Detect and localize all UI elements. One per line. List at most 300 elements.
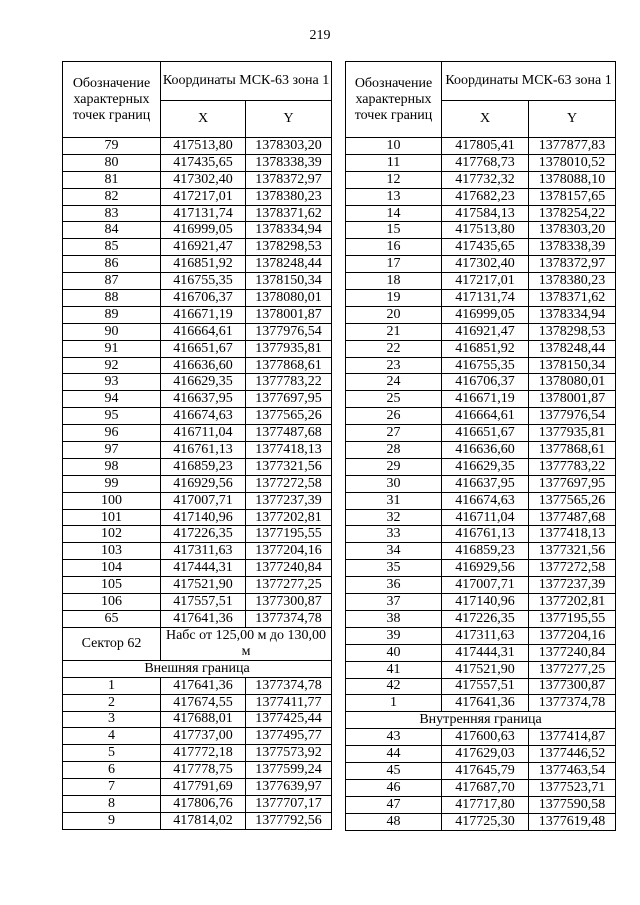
y-coordinate-cell: 1378150,34 <box>246 273 332 290</box>
y-coordinate-cell: 1377783,22 <box>246 374 332 391</box>
y-column-header: Y <box>246 101 332 138</box>
point-id-cell: 95 <box>63 408 161 425</box>
y-coordinate-cell: 1377204,16 <box>529 627 616 644</box>
point-designation-header: Обозначение характерных точек границ <box>346 62 442 138</box>
point-id-cell: 5 <box>63 745 161 762</box>
x-coordinate-cell: 417311,63 <box>161 543 246 560</box>
section-label: Внутренняя граница <box>346 712 616 729</box>
y-coordinate-cell: 1377204,16 <box>246 543 332 560</box>
table-row <box>346 306 616 323</box>
point-id-cell: 10 <box>346 138 442 155</box>
point-id-cell: 1 <box>63 677 161 694</box>
y-coordinate-cell: 1377425,44 <box>246 711 332 728</box>
x-coordinate-cell: 417641,36 <box>161 677 246 694</box>
table-row <box>346 560 616 577</box>
point-id-cell: 14 <box>346 205 442 222</box>
y-coordinate-cell: 1377240,84 <box>246 560 332 577</box>
y-coordinate-cell: 1377639,97 <box>246 779 332 796</box>
point-id-cell: 47 <box>346 796 442 813</box>
section-label: Внешняя граница <box>63 660 332 677</box>
point-id-cell: 38 <box>346 610 442 627</box>
point-id-cell: 35 <box>346 560 442 577</box>
y-coordinate-cell: 1377411,77 <box>246 694 332 711</box>
table-row <box>346 323 616 340</box>
x-coordinate-cell: 416674,63 <box>442 492 529 509</box>
y-coordinate-cell: 1378371,62 <box>246 205 332 222</box>
y-coordinate-cell: 1377599,24 <box>246 762 332 779</box>
table-row <box>63 273 332 290</box>
point-id-cell: 41 <box>346 661 442 678</box>
point-id-cell: 45 <box>346 762 442 779</box>
table-row <box>346 543 616 560</box>
table-row <box>63 256 332 273</box>
table-row <box>346 425 616 442</box>
point-id-cell: 19 <box>346 290 442 307</box>
point-id-cell: 22 <box>346 340 442 357</box>
point-id-cell: 25 <box>346 391 442 408</box>
point-id-cell: 96 <box>63 425 161 442</box>
point-id-cell: 88 <box>63 290 161 307</box>
x-coordinate-cell: 416674,63 <box>161 408 246 425</box>
x-coordinate-cell: 417444,31 <box>161 560 246 577</box>
y-coordinate-cell: 1378088,10 <box>529 171 616 188</box>
point-id-cell: 15 <box>346 222 442 239</box>
x-coordinate-cell: 417645,79 <box>442 762 529 779</box>
point-id-cell: 103 <box>63 543 161 560</box>
table-row <box>63 357 332 374</box>
x-coordinate-cell: 417674,55 <box>161 694 246 711</box>
y-coordinate-cell: 1378338,39 <box>246 154 332 171</box>
table-row <box>346 205 616 222</box>
point-id-cell: 85 <box>63 239 161 256</box>
x-coordinate-cell: 416664,61 <box>161 323 246 340</box>
x-coordinate-cell: 417641,36 <box>442 695 529 712</box>
table-row <box>63 458 332 475</box>
y-coordinate-cell: 1377374,78 <box>246 610 332 627</box>
x-coordinate-cell: 417629,03 <box>442 746 529 763</box>
table-row <box>63 543 332 560</box>
x-coordinate-cell: 417131,74 <box>161 205 246 222</box>
y-coordinate-cell: 1378334,94 <box>529 306 616 323</box>
y-coordinate-cell: 1377619,48 <box>529 813 616 830</box>
y-coordinate-cell: 1378303,20 <box>529 222 616 239</box>
point-id-cell: 11 <box>346 154 442 171</box>
point-id-cell: 101 <box>63 509 161 526</box>
table-row <box>346 391 616 408</box>
x-coordinate-cell: 416706,37 <box>442 374 529 391</box>
table-row <box>63 290 332 307</box>
y-coordinate-cell: 1378080,01 <box>246 290 332 307</box>
y-coordinate-cell: 1377487,68 <box>529 509 616 526</box>
table-row <box>63 694 332 711</box>
table-row <box>346 661 616 678</box>
x-coordinate-cell: 416921,47 <box>161 239 246 256</box>
x-coordinate-cell: 417302,40 <box>161 171 246 188</box>
x-coordinate-cell: 417435,65 <box>161 154 246 171</box>
table-row <box>346 273 616 290</box>
table-row <box>63 779 332 796</box>
sector-row <box>63 627 332 660</box>
point-id-cell: 27 <box>346 425 442 442</box>
y-coordinate-cell: 1378298,53 <box>529 323 616 340</box>
x-coordinate-cell: 417513,80 <box>442 222 529 239</box>
x-coordinate-cell: 416706,37 <box>161 290 246 307</box>
x-coordinate-cell: 417311,63 <box>442 627 529 644</box>
table-row <box>346 779 616 796</box>
coordinates-header: Координаты МСК-63 зона 1 <box>161 62 332 101</box>
x-coordinate-cell: 416651,67 <box>161 340 246 357</box>
y-coordinate-cell: 1377414,87 <box>529 729 616 746</box>
x-coordinate-cell: 417687,70 <box>442 779 529 796</box>
table-row <box>63 526 332 543</box>
table-row <box>63 374 332 391</box>
table-row <box>63 610 332 627</box>
point-designation-header: Обозначение характерных точек границ <box>63 62 161 138</box>
x-coordinate-cell: 417444,31 <box>442 644 529 661</box>
x-coordinate-cell: 416636,60 <box>442 442 529 459</box>
x-coordinate-cell: 417768,73 <box>442 154 529 171</box>
x-coordinate-cell: 417584,13 <box>442 205 529 222</box>
x-coordinate-cell: 417131,74 <box>442 290 529 307</box>
point-id-cell: 99 <box>63 475 161 492</box>
point-id-cell: 30 <box>346 475 442 492</box>
y-coordinate-cell: 1377195,55 <box>529 610 616 627</box>
x-coordinate-cell: 417140,96 <box>161 509 246 526</box>
x-coordinate-cell: 417791,69 <box>161 779 246 796</box>
x-coordinate-cell: 417725,30 <box>442 813 529 830</box>
point-id-cell: 17 <box>346 256 442 273</box>
table-row <box>346 526 616 543</box>
point-id-cell: 6 <box>63 762 161 779</box>
x-coordinate-cell: 416859,23 <box>161 458 246 475</box>
table-row <box>346 796 616 813</box>
y-coordinate-cell: 1378303,20 <box>246 138 332 155</box>
table-row <box>346 813 616 830</box>
point-id-cell: 82 <box>63 188 161 205</box>
x-coordinate-cell: 417557,51 <box>161 594 246 611</box>
point-id-cell: 32 <box>346 509 442 526</box>
y-coordinate-cell: 1377573,92 <box>246 745 332 762</box>
table-row <box>346 138 616 155</box>
y-coordinate-cell: 1378010,52 <box>529 154 616 171</box>
table-row <box>63 795 332 812</box>
point-id-cell: 18 <box>346 273 442 290</box>
y-coordinate-cell: 1377697,95 <box>529 475 616 492</box>
table-row <box>346 678 616 695</box>
x-coordinate-cell: 416664,61 <box>442 408 529 425</box>
point-id-cell: 40 <box>346 644 442 661</box>
point-id-cell: 7 <box>63 779 161 796</box>
point-id-cell: 43 <box>346 729 442 746</box>
point-id-cell: 84 <box>63 222 161 239</box>
x-coordinate-cell: 417717,80 <box>442 796 529 813</box>
x-coordinate-cell: 416636,60 <box>161 357 246 374</box>
y-coordinate-cell: 1377195,55 <box>246 526 332 543</box>
page-number: 219 <box>309 28 331 43</box>
y-coordinate-cell: 1377495,77 <box>246 728 332 745</box>
y-coordinate-cell: 1377935,81 <box>246 340 332 357</box>
x-coordinate-cell: 417682,23 <box>442 188 529 205</box>
x-column-header: X <box>442 101 529 138</box>
y-coordinate-cell: 1378080,01 <box>529 374 616 391</box>
y-coordinate-cell: 1377321,56 <box>529 543 616 560</box>
y-coordinate-cell: 1377374,78 <box>246 677 332 694</box>
point-id-cell: 20 <box>346 306 442 323</box>
x-coordinate-cell: 417805,41 <box>442 138 529 155</box>
table-row <box>346 290 616 307</box>
table-row <box>63 728 332 745</box>
table-row <box>346 509 616 526</box>
x-coordinate-cell: 416629,35 <box>442 458 529 475</box>
coordinates-header: Координаты МСК-63 зона 1 <box>442 62 616 101</box>
point-id-cell: 31 <box>346 492 442 509</box>
y-coordinate-cell: 1378372,97 <box>529 256 616 273</box>
x-coordinate-cell: 417226,35 <box>161 526 246 543</box>
point-id-cell: 104 <box>63 560 161 577</box>
point-id-cell: 65 <box>63 610 161 627</box>
table-row <box>63 154 332 171</box>
y-coordinate-cell: 1377300,87 <box>246 594 332 611</box>
y-coordinate-cell: 1378254,22 <box>529 205 616 222</box>
y-coordinate-cell: 1377202,81 <box>529 594 616 611</box>
y-coordinate-cell: 1378380,23 <box>529 273 616 290</box>
point-id-cell: 102 <box>63 526 161 543</box>
sector-label: Сектор 62 <box>63 627 161 660</box>
y-coordinate-cell: 1377868,61 <box>246 357 332 374</box>
x-coordinate-cell: 416637,95 <box>442 475 529 492</box>
table-row <box>346 340 616 357</box>
x-coordinate-cell: 417772,18 <box>161 745 246 762</box>
point-id-cell: 37 <box>346 594 442 611</box>
y-coordinate-cell: 1377935,81 <box>529 425 616 442</box>
x-coordinate-cell: 417435,65 <box>442 239 529 256</box>
table-row <box>63 711 332 728</box>
table-row <box>346 458 616 475</box>
table-row <box>346 627 616 644</box>
table-row <box>63 577 332 594</box>
point-id-cell: 89 <box>63 306 161 323</box>
point-id-cell: 92 <box>63 357 161 374</box>
point-id-cell: 80 <box>63 154 161 171</box>
x-coordinate-cell: 417814,02 <box>161 812 246 829</box>
x-coordinate-cell: 417600,63 <box>442 729 529 746</box>
point-id-cell: 8 <box>63 795 161 812</box>
y-coordinate-cell: 1377240,84 <box>529 644 616 661</box>
table-row <box>63 425 332 442</box>
table-row <box>346 357 616 374</box>
y-coordinate-cell: 1377976,54 <box>529 408 616 425</box>
table-row <box>63 594 332 611</box>
x-coordinate-cell: 417521,90 <box>161 577 246 594</box>
table-row <box>63 323 332 340</box>
x-coordinate-cell: 416671,19 <box>161 306 246 323</box>
x-coordinate-cell: 417737,00 <box>161 728 246 745</box>
table-row <box>346 188 616 205</box>
x-coordinate-cell: 417513,80 <box>161 138 246 155</box>
y-coordinate-cell: 1377487,68 <box>246 425 332 442</box>
point-id-cell: 83 <box>63 205 161 222</box>
table-row <box>63 138 332 155</box>
table-row <box>346 171 616 188</box>
point-id-cell: 93 <box>63 374 161 391</box>
y-coordinate-cell: 1378248,44 <box>246 256 332 273</box>
point-id-cell: 16 <box>346 239 442 256</box>
table-row <box>63 492 332 509</box>
point-id-cell: 1 <box>346 695 442 712</box>
x-coordinate-cell: 416851,92 <box>442 340 529 357</box>
x-coordinate-cell: 416929,56 <box>442 560 529 577</box>
table-row <box>346 408 616 425</box>
y-coordinate-cell: 1377868,61 <box>529 442 616 459</box>
y-coordinate-cell: 1377202,81 <box>246 509 332 526</box>
x-coordinate-cell: 416637,95 <box>161 391 246 408</box>
x-coordinate-cell: 416999,05 <box>161 222 246 239</box>
y-coordinate-cell: 1377707,17 <box>246 795 332 812</box>
point-id-cell: 90 <box>63 323 161 340</box>
point-id-cell: 29 <box>346 458 442 475</box>
y-coordinate-cell: 1377237,39 <box>246 492 332 509</box>
table-row <box>63 205 332 222</box>
table-row <box>63 340 332 357</box>
x-coordinate-cell: 417217,01 <box>161 188 246 205</box>
y-coordinate-cell: 1378372,97 <box>246 171 332 188</box>
y-coordinate-cell: 1377877,83 <box>529 138 616 155</box>
y-coordinate-cell: 1378001,87 <box>529 391 616 408</box>
x-coordinate-cell: 417688,01 <box>161 711 246 728</box>
x-coordinate-cell: 417007,71 <box>161 492 246 509</box>
point-id-cell: 86 <box>63 256 161 273</box>
x-coordinate-cell: 417806,76 <box>161 795 246 812</box>
point-id-cell: 2 <box>63 694 161 711</box>
point-id-cell: 36 <box>346 577 442 594</box>
table-row <box>346 746 616 763</box>
table-row <box>63 222 332 239</box>
table-row <box>346 154 616 171</box>
x-coordinate-cell: 416921,47 <box>442 323 529 340</box>
y-coordinate-cell: 1378334,94 <box>246 222 332 239</box>
x-coordinate-cell: 416999,05 <box>442 306 529 323</box>
section-row <box>63 660 332 677</box>
point-id-cell: 13 <box>346 188 442 205</box>
x-coordinate-cell: 416761,13 <box>161 442 246 459</box>
y-coordinate-cell: 1377300,87 <box>529 678 616 695</box>
y-coordinate-cell: 1377523,71 <box>529 779 616 796</box>
y-coordinate-cell: 1377463,54 <box>529 762 616 779</box>
point-id-cell: 4 <box>63 728 161 745</box>
point-id-cell: 39 <box>346 627 442 644</box>
x-coordinate-cell: 417226,35 <box>442 610 529 627</box>
y-coordinate-cell: 1378298,53 <box>246 239 332 256</box>
x-coordinate-cell: 416755,35 <box>161 273 246 290</box>
point-id-cell: 3 <box>63 711 161 728</box>
x-coordinate-cell: 416711,04 <box>161 425 246 442</box>
table-row <box>63 509 332 526</box>
y-coordinate-cell: 1377565,26 <box>246 408 332 425</box>
point-id-cell: 81 <box>63 171 161 188</box>
x-coordinate-cell: 416859,23 <box>442 543 529 560</box>
point-id-cell: 98 <box>63 458 161 475</box>
y-coordinate-cell: 1377590,58 <box>529 796 616 813</box>
point-id-cell: 106 <box>63 594 161 611</box>
table-row <box>346 256 616 273</box>
table-row <box>63 408 332 425</box>
point-id-cell: 28 <box>346 442 442 459</box>
y-coordinate-cell: 1377418,13 <box>529 526 616 543</box>
point-id-cell: 44 <box>346 746 442 763</box>
point-id-cell: 34 <box>346 543 442 560</box>
point-id-cell: 79 <box>63 138 161 155</box>
x-coordinate-cell: 416851,92 <box>161 256 246 273</box>
table-row <box>63 442 332 459</box>
y-coordinate-cell: 1378248,44 <box>529 340 616 357</box>
x-coordinate-cell: 417732,32 <box>442 171 529 188</box>
x-coordinate-cell: 416755,35 <box>442 357 529 374</box>
table-row <box>63 171 332 188</box>
table-row <box>63 745 332 762</box>
y-coordinate-cell: 1377277,25 <box>529 661 616 678</box>
point-id-cell: 91 <box>63 340 161 357</box>
x-coordinate-cell: 417217,01 <box>442 273 529 290</box>
y-coordinate-cell: 1377418,13 <box>246 442 332 459</box>
x-column-header: X <box>161 101 246 138</box>
table-row <box>63 560 332 577</box>
y-coordinate-cell: 1377272,58 <box>529 560 616 577</box>
table-row <box>346 374 616 391</box>
y-coordinate-cell: 1377277,25 <box>246 577 332 594</box>
point-id-cell: 21 <box>346 323 442 340</box>
y-coordinate-cell: 1378338,39 <box>529 239 616 256</box>
table-row <box>63 762 332 779</box>
y-coordinate-cell: 1377792,56 <box>246 812 332 829</box>
point-id-cell: 94 <box>63 391 161 408</box>
y-coordinate-cell: 1378001,87 <box>246 306 332 323</box>
table-row <box>346 594 616 611</box>
table-row <box>346 762 616 779</box>
y-coordinate-cell: 1377446,52 <box>529 746 616 763</box>
table-row <box>63 239 332 256</box>
point-id-cell: 105 <box>63 577 161 594</box>
point-id-cell: 48 <box>346 813 442 830</box>
y-coordinate-cell: 1377321,56 <box>246 458 332 475</box>
table-row <box>346 222 616 239</box>
x-coordinate-cell: 416651,67 <box>442 425 529 442</box>
table-row <box>346 492 616 509</box>
table-row <box>346 644 616 661</box>
table-row <box>63 306 332 323</box>
x-coordinate-cell: 417302,40 <box>442 256 529 273</box>
y-column-header: Y <box>529 101 616 138</box>
x-coordinate-cell: 416929,56 <box>161 475 246 492</box>
point-id-cell: 87 <box>63 273 161 290</box>
x-coordinate-cell: 416671,19 <box>442 391 529 408</box>
table-row <box>63 475 332 492</box>
y-coordinate-cell: 1378150,34 <box>529 357 616 374</box>
table-row <box>346 442 616 459</box>
table-row <box>346 239 616 256</box>
x-coordinate-cell: 416711,04 <box>442 509 529 526</box>
y-coordinate-cell: 1378371,62 <box>529 290 616 307</box>
x-coordinate-cell: 416629,35 <box>161 374 246 391</box>
coordinates-table-left <box>62 61 332 830</box>
table-row <box>346 729 616 746</box>
y-coordinate-cell: 1378157,65 <box>529 188 616 205</box>
y-coordinate-cell: 1377697,95 <box>246 391 332 408</box>
table-row <box>63 391 332 408</box>
y-coordinate-cell: 1377272,58 <box>246 475 332 492</box>
table-row <box>346 695 616 712</box>
point-id-cell: 100 <box>63 492 161 509</box>
point-id-cell: 97 <box>63 442 161 459</box>
